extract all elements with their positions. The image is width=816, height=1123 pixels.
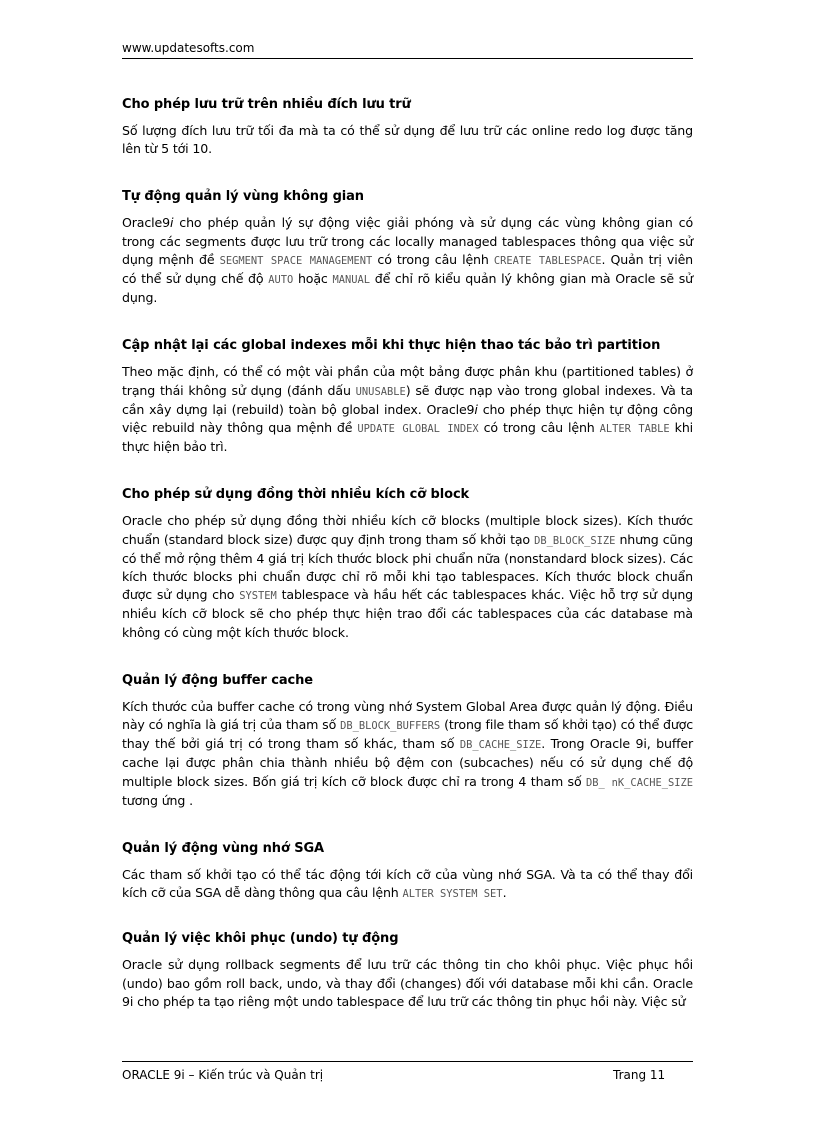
section-auto-undo (122, 930, 693, 1011)
code-keyword: ALTER SYSTEM SET (402, 888, 503, 901)
code-keyword: DB_ nK_CACHE_SIZE (586, 776, 693, 789)
section-multiple-archive-destinations (122, 96, 693, 158)
section-global-indexes (122, 337, 693, 456)
section-heading: Cho phép sử dụng đồng thời nhiều kích cỡ block (122, 487, 470, 503)
section-paragraph: Các tham số khởi tạo có thể tác động tới kích cỡ của vùng nhớ SGA. Và ta có thể thay đổi kích cỡ của SGA dễ dàng thông qua câu lệnh ALTER SYSTEM SET. (122, 867, 693, 901)
section-heading: Tự động quản lý vùng không gian (122, 189, 364, 205)
code-keyword: UPDATE GLOBAL INDEX (357, 423, 479, 436)
section-heading: Quản lý động buffer cache (122, 672, 314, 688)
footer-rule (122, 1061, 693, 1062)
section-heading: Quản lý động vùng nhớ SGA (122, 841, 325, 857)
code-keyword: MANUAL (332, 274, 370, 287)
code-keyword: UNUSABLE (355, 385, 406, 398)
code-keyword: AUTO (268, 274, 294, 287)
code-keyword: CREATE TABLESPACE (493, 254, 602, 267)
section-paragraph: Theo mặc định, có thể có một vài phần của một bảng được phân khu (partitioned tables) ở trạng thái không sử dụng (đánh dấu UNUSABLE) sẽ được nạp vào trong global indexes. Và ta cần xây dựng lại (rebuild) toàn bộ global index. Oracle9i cho phép thực hiện tự động công việc rebuild này thông qua mệnh đề UPDATE GLOBAL INDEX có trong câu lệnh ALTER TABLE khi thực hiện bảo trì. (122, 364, 694, 455)
section-heading: Cập nhật lại các global indexes mỗi khi thực hiện thao tác bảo trì partition (122, 338, 661, 354)
code-keyword: ALTER TABLE (599, 423, 670, 436)
code-keyword: DB_CACHE_SIZE (459, 739, 542, 752)
code-keyword: DB_BLOCK_SIZE (534, 534, 616, 547)
page-content (122, 96, 693, 1034)
section-auto-space-management (122, 188, 693, 307)
section-dynamic-sga (122, 840, 693, 903)
footer-book-title: ORACLE 9i – Kiến trúc và Quản trị (122, 1068, 324, 1082)
code-keyword: SEGMENT SPACE MANAGEMENT (219, 254, 373, 267)
section-heading: Quản lý việc khôi phục (undo) tự động (122, 931, 399, 947)
section-paragraph: Oracle sử dụng rollback segments để lưu trữ các thông tin cho khôi phục. Việc phục hồi (undo) bao gồm roll back, undo, và thay đổi (changes) đối với database mỗi khi cần. Oracle 9i cho phép ta tạo riêng một undo tablespace để lưu trữ các thông tin phục hồi này. Việc sử (122, 957, 693, 1009)
footer-page-number: Trang 11 (613, 1068, 666, 1082)
section-dynamic-buffer-cache (122, 672, 693, 810)
section-paragraph: Oracle cho phép sử dụng đồng thời nhiều kích cỡ blocks (multiple block sizes). Kích thước chuẩn (standard block size) được quy định trong tham số khởi tạo DB_BLOCK_SIZE nhưng cũng có thể mở rộng thêm 4 giá trị kích thước block phi chuẩn nữa (nonstandard block sizes). Các kích thước blocks phi chuẩn được chỉ rõ mỗi khi tạo tablespaces. Kích thước block chuẩn được sử dụng cho SYSTEM tablespace và hầu hết các tablespaces khác. Việc hỗ trợ sử dụng nhiều kích cỡ block sẽ cho phép thực hiện trao đổi các tablespaces của các database mà không có cùng một kích thước block. (122, 513, 693, 640)
section-paragraph: Số lượng đích lưu trữ tối đa mà ta có thể sử dụng để lưu trữ các online redo log được tăng lên từ 5 tới 10. (122, 123, 693, 157)
code-keyword: SYSTEM (239, 590, 277, 603)
section-multiple-block-sizes (122, 486, 693, 641)
header-rule (122, 58, 693, 59)
section-paragraph: Oracle9i cho phép quản lý sự động việc giải phóng và sử dụng các vùng không gian có trong các segments được lưu trữ trong các locally managed tablespaces thông qua việc sử dụng mệnh đề SEGMENT SPACE MANAGEMENT có trong câu lệnh CREATE TABLESPACE. Quản trị viên có thể sử dụng chế độ AUTO hoặc MANUAL để chỉ rõ kiểu quản lý không gian mà Oracle sẽ sử dụng. (122, 215, 694, 306)
section-heading: Cho phép lưu trữ trên nhiều đích lưu trữ (122, 97, 411, 112)
code-keyword: DB_BLOCK_BUFFERS (340, 720, 441, 733)
header-site-url: www.updatesofts.com (122, 41, 255, 55)
section-paragraph: Kích thước của buffer cache có trong vùng nhớ System Global Area được quản lý động. Điều này có nghĩa là giá trị của tham số DB_BLOCK_BUFFERS (trong file tham số khởi tạo) có thể được thay thế bởi giá trị có trong tham số khác, tham số DB_CACHE_SIZE. Trong Oracle 9i, buffer cache lại được phân chia thành nhiều bộ đệm con (subcaches) nếu có sử dụng chế độ multiple block sizes. Bốn giá trị kích cỡ block được chỉ ra trong 4 tham số DB_ nK_CACHE_SIZE tương ứng . (122, 698, 694, 808)
